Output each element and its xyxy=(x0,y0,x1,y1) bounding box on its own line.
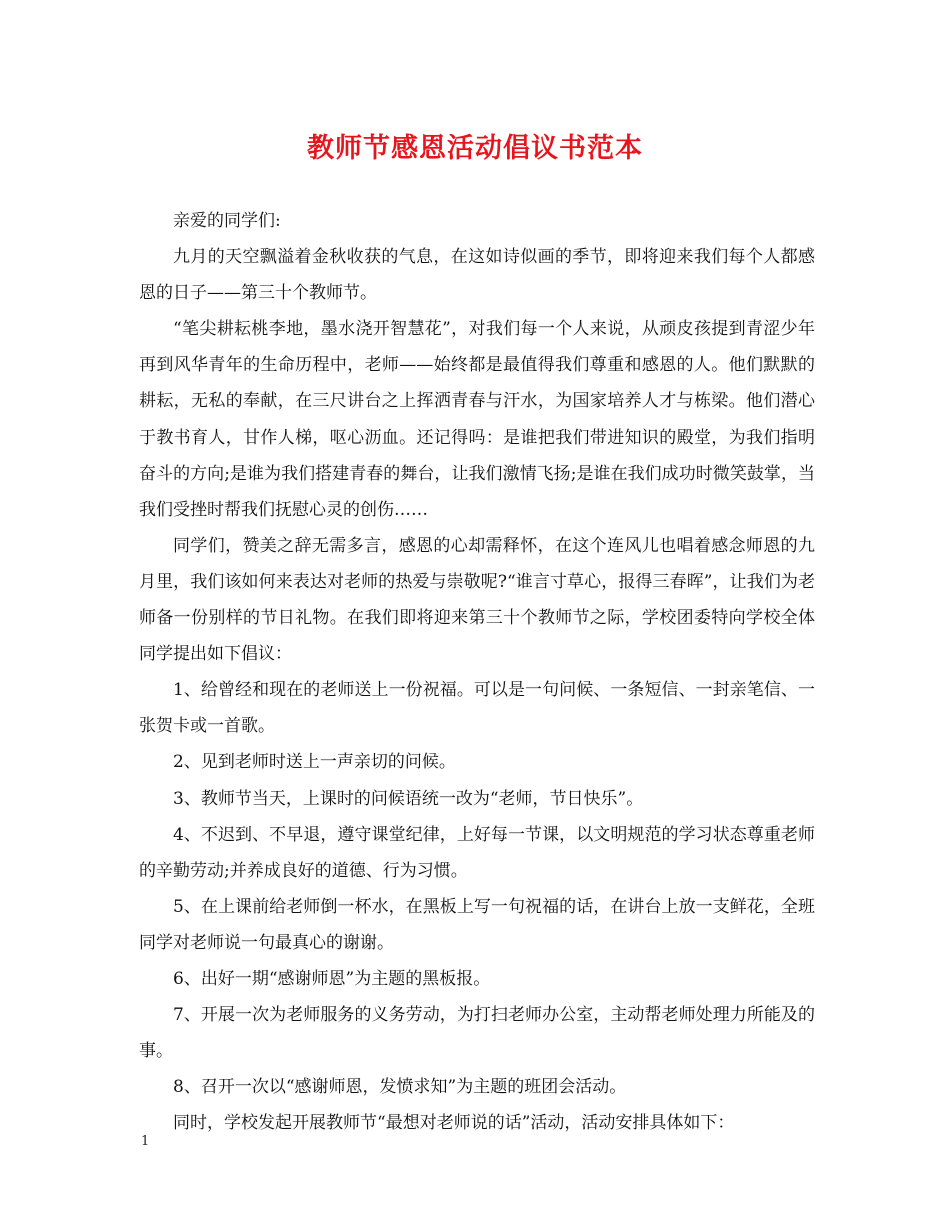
proposal-item: 2、见到老师时送上一声亲切的问候。 xyxy=(173,752,456,773)
body-paragraph: 同学们，赞美之辞无需多言，感恩的心却需释怀，在这个连风儿也唱着感念师恩的九月里，我们该如何来表达对老师的热爱与崇敬呢?“谁言寸草心，报得三春晖”，让我们为老师备一份别样的节日礼物。在我们即将迎来第三十个教师节之际，学校团委特向学校全体同学提出如下倡议： xyxy=(139,535,815,665)
greeting-paragraph: 亲爱的同学们: xyxy=(173,211,281,231)
proposal-item: 8、召开一次以“感谢师恩，发愤求知”为主题的班团会活动。 xyxy=(173,1077,627,1098)
proposal-item: 4、不迟到、不早退，遵守课堂纪律，上好每一节课，以文明规范的学习状态尊重老师的辛勤劳动;并养成良好的道德、行为习惯。 xyxy=(139,824,815,881)
body-paragraph: “笔尖耕耘桃李地，墨水浇开智慧花”，对我们每一个人来说，从顽皮孩提到青涩少年再到风华青年的生命历程中，老师——始终都是最值得我们尊重和感恩的人。他们默默的耕耘，无私的奉献，在三尺讲台之上挥洒青春与汗水，为国家培养人才与栋梁。他们潜心于教书育人，甘作人梯，呕心沥血。还记得吗：是谁把我们带进知识的殿堂，为我们指明奋斗的方向;是谁为我们搭建青春的舞台，让我们激情飞扬;是谁在我们成功时微笑鼓掌，当我们受挫时帮我们抚慰心灵的创伤…… xyxy=(139,319,815,520)
proposal-item: 7、开展一次为老师服务的义务劳动，为打扫老师办公室，主动帮老师处理力所能及的事。 xyxy=(139,1005,815,1062)
proposal-item: 5、在上课前给老师倒一杯水，在黑板上写一句祝福的话，在讲台上放一支鲜花，全班同学对老师说一句最真心的谢谢。 xyxy=(139,896,815,953)
document-body xyxy=(139,203,815,1141)
proposal-item: 3、教师节当天，上课时的问候语统一改为“老师，节日快乐”。 xyxy=(173,788,644,809)
body-paragraph: 九月的天空飘溢着金秋收获的气息，在这如诗似画的季节，即将迎来我们每个人都感恩的日子——第三十个教师节。 xyxy=(139,247,815,304)
proposal-item: 1、给曾经和现在的老师送上一份祝福。可以是一句问候、一条短信、一封亲笔信、一张贺卡或一首歌。 xyxy=(139,680,815,737)
body-paragraph: 同时，学校发起开展教师节“最想对老师说的话”活动，活动安排具体如下： xyxy=(173,1113,735,1134)
document-title: 教师节感恩活动倡议书范本 xyxy=(307,133,643,164)
page-number: 1 xyxy=(141,1134,150,1149)
proposal-item: 6、出好一期“感谢师恩”为主题的黑板报。 xyxy=(173,968,491,989)
